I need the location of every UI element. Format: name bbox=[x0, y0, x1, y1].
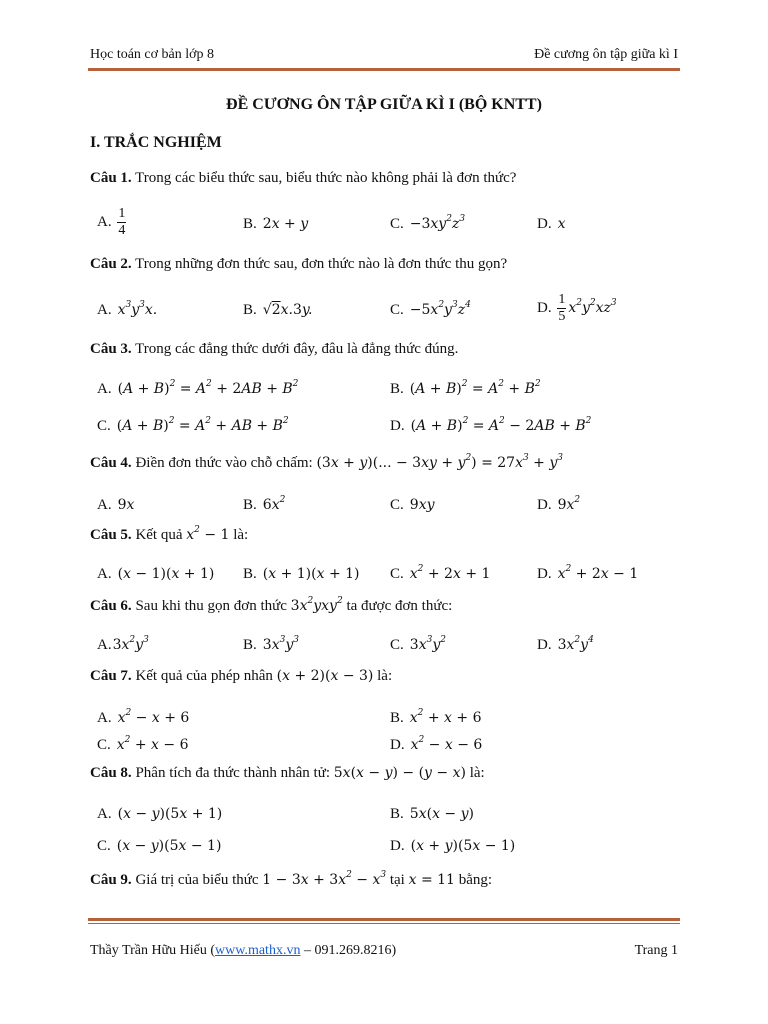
q8-option-c: C. (x − y)(5x − 1) bbox=[97, 838, 222, 854]
question-2 bbox=[90, 256, 507, 273]
fraction: $\frac{1}{5}$ bbox=[558, 292, 566, 324]
question-number: Câu 2. bbox=[90, 256, 132, 272]
question-4: Câu 4. Điền đơn thức vào chỗ chấm: (3x + y)(... − $3xy + y^2) = 27x^3 + y^3$ bbox=[90, 453, 564, 471]
question-text: Trong những đơn thức sau, đơn thức nào là đơn thức thu gọn? bbox=[135, 256, 508, 272]
q1-option-b: B. 2x + y bbox=[243, 216, 309, 232]
q2-option-a: A. $x^3y^3x$. bbox=[97, 300, 158, 318]
q1-option-a: A. $\frac{1}{4}$ bbox=[97, 206, 126, 238]
website-link[interactable]: www.mathx.vn bbox=[215, 943, 301, 958]
question-number: Câu 4. bbox=[90, 455, 132, 471]
question-text: Giá trị của biểu thức bbox=[135, 872, 259, 888]
footer-rule-thin bbox=[88, 923, 680, 924]
header-left: Học toán cơ bản lớp 8 bbox=[90, 47, 215, 62]
question-text: Kết quả bbox=[135, 527, 183, 543]
fraction: $\frac{1}{4}$ bbox=[118, 206, 126, 238]
q8-option-b: B. 5x(x − y) bbox=[390, 806, 474, 822]
q3-option-b: B. $(A + B)^2 = A^2 + B^2$ bbox=[390, 379, 541, 397]
question-text: Trong các biểu thức sau, biểu thức nào không phải là đơn thức? bbox=[135, 170, 517, 186]
question-7: Câu 7. Kết quả của phép nhân (x + 2)(x − 3) là: bbox=[90, 668, 393, 684]
q1-option-d: D. x bbox=[537, 216, 566, 232]
q5-option-c: C. $x^2 + 2x + 1$ bbox=[390, 564, 491, 582]
q1-option-c: C. $-3xy^2z^3$ bbox=[390, 214, 466, 232]
q6-option-d: D. $3x^2y^4$ bbox=[537, 635, 594, 653]
question-text: Điền đơn thức vào chỗ chấm: bbox=[135, 455, 313, 471]
question-text: Kết quả của phép nhân bbox=[135, 668, 273, 684]
q2-option-b: B. √2x.3y. bbox=[243, 302, 313, 318]
question-text: Sau khi thu gọn đơn thức bbox=[135, 598, 287, 614]
q8-option-a: A. (x − y)(5x + 1) bbox=[97, 806, 223, 822]
footer-rule bbox=[88, 918, 680, 921]
question-number: Câu 5. bbox=[90, 527, 132, 543]
section-title: I. TRẮC NGHIỆM bbox=[90, 134, 222, 151]
q7-option-d: D. $x^2 - x - 6$ bbox=[390, 735, 483, 753]
question-number: Câu 9. bbox=[90, 872, 132, 888]
page-number: Trang 1 bbox=[634, 943, 678, 958]
q4-option-d: D. $9x^2$ bbox=[537, 495, 581, 513]
q3-option-c: C. $(A + B)^2 = A^2$ + AB + $B^2$ bbox=[97, 416, 289, 434]
question-3 bbox=[90, 341, 458, 358]
question-6: Câu 6. Sau khi thu gọn đơn thức $3x^2yxy^2$ ta được đơn thức: bbox=[90, 596, 453, 614]
q3-option-d: D. $(A + B)^2 = A^2 - 2AB + B^2$ bbox=[390, 416, 592, 434]
q3-option-a: A. $(A + B)^2 = A^2 + 2AB + B^2$ bbox=[97, 379, 299, 397]
q7-option-c: C. $x^2 + x - 6$ bbox=[97, 735, 189, 753]
q4-option-c: C. 9xy bbox=[390, 497, 435, 513]
header-right: Đề cương ôn tập giữa kì I bbox=[534, 47, 678, 62]
header-rule bbox=[88, 68, 680, 71]
q7-option-a: A. $x^2 - x + 6$ bbox=[97, 708, 190, 726]
q2-option-d: D. $\frac{1}{5}$ $x^2y^2xz^3$ bbox=[537, 292, 617, 324]
question-9: Câu 9. Giá trị của biểu thức $1 - 3x + 3x^2 - x^3$ tại x = 11 bằng: bbox=[90, 870, 493, 888]
question-8: Câu 8. Phân tích đa thức thành nhân tử: 5x(x − y) − (y − x) là: bbox=[90, 765, 485, 781]
footer-author: Thầy Trần Hữu Hiếu (www.mathx.vn – 091.269.8216) bbox=[90, 943, 397, 958]
question-number: Câu 3. bbox=[90, 341, 132, 357]
q6-option-a: $A.3x^2y^3$ bbox=[97, 635, 149, 653]
question-5: Câu 5. Kết quả $x^2 - 1$ là: bbox=[90, 525, 249, 543]
q5-option-a: A. (x − 1)(x + 1) bbox=[97, 566, 215, 582]
question-text: Trong các đẳng thức dưới đây, đâu là đẳng thức đúng. bbox=[135, 341, 459, 357]
q6-option-b: B. $3x^3y^3$ bbox=[243, 635, 299, 653]
q4-option-b: B. $6x^2$ bbox=[243, 495, 286, 513]
q7-option-b: B. $x^2 + x + 6$ bbox=[390, 708, 482, 726]
q2-option-c: C. $-5x^2y^3z^4$ bbox=[390, 300, 471, 318]
q8-option-d: D. (x + y)(5x − 1) bbox=[390, 838, 516, 854]
question-number: Câu 1. bbox=[90, 170, 132, 186]
question-number: Câu 7. bbox=[90, 668, 132, 684]
q6-option-c: C. $3x^3y^2$ bbox=[390, 635, 446, 653]
q5-option-d: D. $x^2 + 2x - 1$ bbox=[537, 564, 639, 582]
page-title: ĐỀ CƯƠNG ÔN TẬP GIỮA KÌ I (BỘ KNTT) bbox=[226, 96, 542, 113]
question-1 bbox=[90, 170, 516, 187]
question-number: Câu 6. bbox=[90, 598, 132, 614]
question-number: Câu 8. bbox=[90, 765, 132, 781]
q5-option-b: B. (x + 1)(x + 1) bbox=[243, 566, 360, 582]
q4-option-a: A. 9x bbox=[97, 497, 135, 513]
question-text: Phân tích đa thức thành nhân tử: bbox=[135, 765, 330, 781]
